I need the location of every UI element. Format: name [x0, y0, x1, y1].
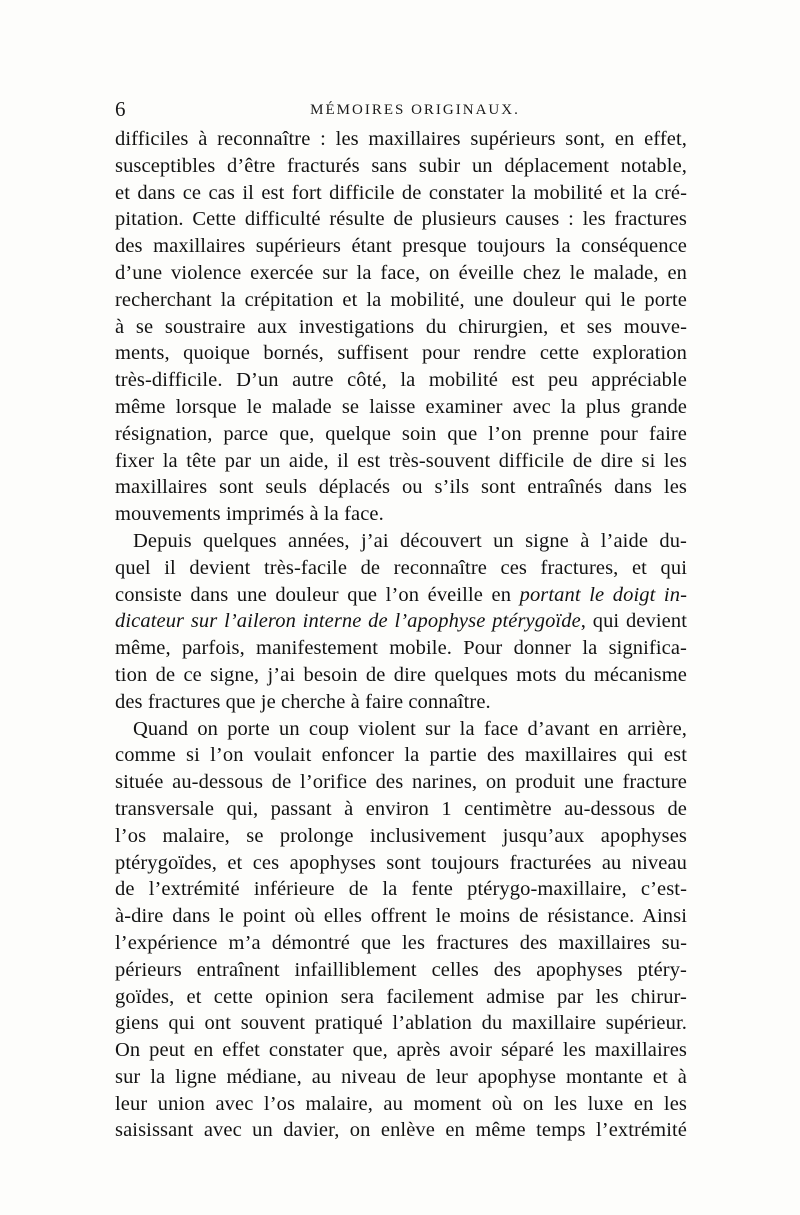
text-line: l’expérience m’a démontré que les fractures des maxillaires su-	[115, 931, 687, 954]
text-line: même, parfois, manifestement mobile. Pour donner la significa-	[115, 637, 687, 660]
text-line: Quand on porte un coup violent sur la face d’avant en arrière,	[133, 717, 687, 740]
text-line: tion de ce signe, j’ai besoin de dire quelques mots du mécanisme	[115, 663, 687, 686]
text-line: mouvements imprimés à la face.	[115, 503, 384, 526]
text-line: périeurs entraînent infailliblement celles des apophyses ptéry-	[115, 958, 687, 981]
text-line: très-difficile. D’un autre côté, la mobilité est peu appréciable	[115, 369, 687, 392]
text-line: située au-dessous de l’orifice des narines, on produit une fracture	[115, 771, 687, 794]
body-text	[115, 126, 687, 1144]
text-run: , qui devient	[580, 610, 687, 633]
text-line: transversale qui, passant à environ 1 centimètre au-dessous de	[115, 797, 687, 820]
text-line: des fractures que je cherche à faire connaître.	[115, 690, 491, 713]
text-line: des maxillaires supérieurs étant presque toujours la conséquence	[115, 235, 687, 258]
text-line: comme si l’on voulait enfoncer la partie des maxillaires qui est	[115, 744, 687, 767]
page-number: 6	[115, 97, 126, 121]
text-line: et dans ce cas il est fort difficile de constater la mobilité et la cré-	[115, 181, 687, 204]
text-line: même lorsque le malade se laisse examiner avec la plus grande	[115, 395, 687, 418]
text-line: sur la ligne médiane, au niveau de leur apophyse montante et à	[115, 1065, 687, 1088]
text-line: fixer la tête par un aide, il est très-souvent difficile de dire si les	[115, 449, 687, 472]
text-line: résignation, parce que, quelque soin que l’on prenne pour faire	[115, 422, 687, 445]
running-title: MÉMOIRES ORIGINAUX.	[310, 102, 520, 118]
text-line: maxillaires sont seuls déplacés ou s’ils sont entraînés dans les	[115, 476, 687, 499]
text-line: l’os malaire, se prolonge inclusivement jusqu’aux apophyses	[115, 824, 687, 847]
text-line: leur union avec l’os malaire, au moment où on les luxe en les	[115, 1092, 687, 1115]
text-line: d’une violence exercée sur la face, on éveille chez le malade, en	[115, 261, 687, 284]
text-line: saisissant avec un davier, on enlève en même temps l’extrémité	[115, 1119, 687, 1142]
text-line	[115, 608, 687, 635]
italic-text-run: portant le doigt in-	[519, 583, 687, 606]
text-line: giens qui ont souvent pratiqué l’ablation du maxillaire supérieur.	[115, 1012, 687, 1035]
text-line: Depuis quelques années, j’ai découvert un signe à l’aide du-	[133, 529, 687, 552]
text-line: pitation. Cette difficulté résulte de plusieurs causes : les fractures	[115, 208, 687, 231]
text-line: susceptibles d’être fracturés sans subir un déplacement notable,	[115, 154, 687, 177]
italic-text-run: dicateur sur l’aileron interne de l’apophyse ptérygoïde	[115, 610, 581, 633]
text-line: goïdes, et cette opinion sera facilement admise par les chirur-	[115, 985, 687, 1008]
text-line: à se soustraire aux investigations du chirurgien, et ses mouve-	[115, 315, 687, 338]
text-line: ptérygoïdes, et ces apophyses sont toujours fracturées au niveau	[115, 851, 687, 874]
text-line: de l’extrémité inférieure de la fente ptérygo-maxillaire, c’est-	[115, 878, 687, 901]
text-line	[115, 582, 687, 609]
running-header	[115, 98, 687, 120]
text-run: consiste dans une douleur que l’on éveille en	[115, 583, 520, 606]
text-line: recherchant la crépitation et la mobilité, une douleur qui le porte	[115, 288, 687, 311]
text-line: On peut en effet constater que, après avoir séparé les maxillaires	[115, 1039, 687, 1062]
text-line: difficiles à reconnaître : les maxillaires supérieurs sont, en effet,	[115, 128, 687, 150]
text-line: ments, quoique bornés, suffisent pour rendre cette exploration	[115, 342, 687, 365]
text-line: quel il devient très-facile de reconnaître ces fractures, et qui	[115, 556, 687, 579]
text-line: à-dire dans le point où elles offrent le moins de résistance. Ainsi	[115, 905, 687, 928]
